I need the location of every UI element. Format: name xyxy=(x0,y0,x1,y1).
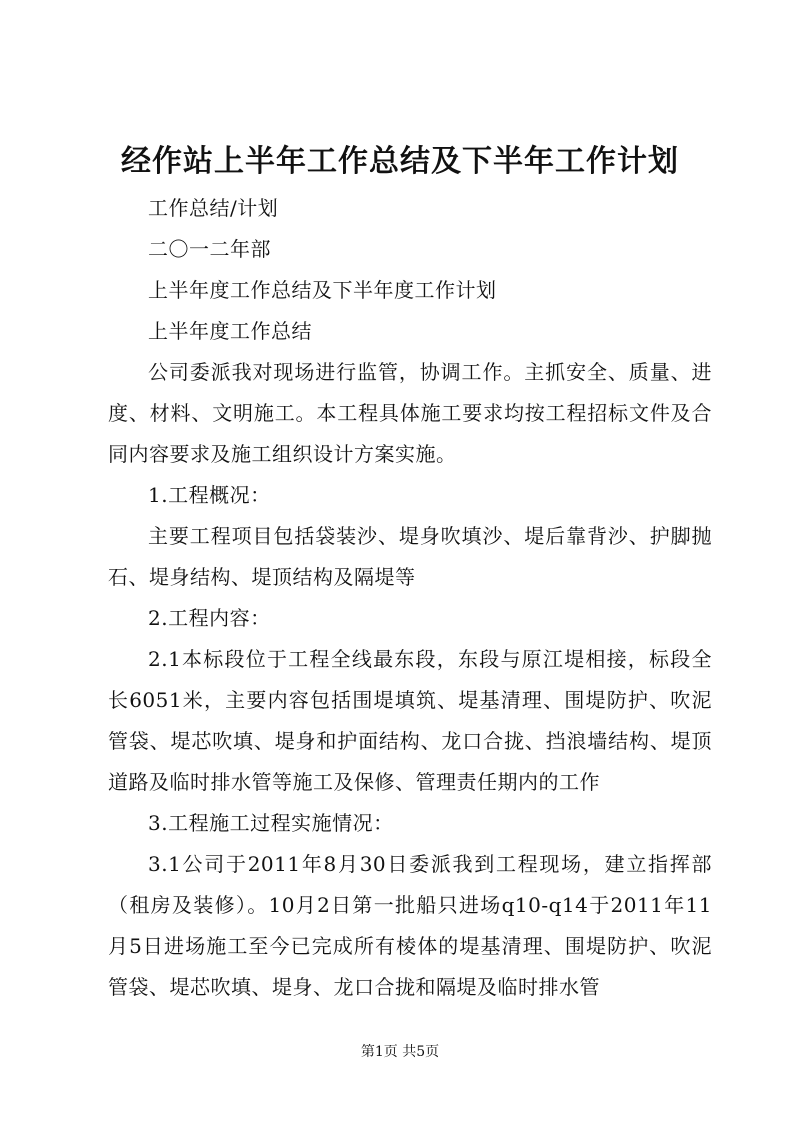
heading-project-overview: 1.工程概况： xyxy=(148,483,271,507)
paragraph-project-content: 2.1本标段位于工程全线最东段，东段与原江堤相接，标段全长6051米，主要内容包括围堤填筑、堤基清理、围堤防护、吹泥管袋、堤芯吹填、堤身和护面结构、龙口合拢、挡浪墙结构、堤顶道路及临时排水管等施工及保修、管理责任期内的工作 xyxy=(108,647,712,794)
document-body xyxy=(108,188,712,1008)
page-footer: 第1页 共5页 xyxy=(360,1044,440,1060)
paragraph-date: 二〇一二年部 xyxy=(148,237,271,261)
paragraph-subtitle: 上半年度工作总结及下半年度工作计划 xyxy=(148,278,497,302)
document-title: 经作站上半年工作总结及下半年工作计划 xyxy=(121,144,679,179)
heading-implementation: 3.工程施工过程实施情况： xyxy=(148,811,394,835)
paragraph-project-overview: 主要工程项目包括袋装沙、堤身吹填沙、堤后靠背沙、护脚抛石、堤身结构、堤顶结构及隔堤等 xyxy=(108,524,712,589)
paragraph-implementation: 3.1公司于2011年8月30日委派我到工程现场，建立指挥部（租房及装修）。10月2日第一批船只进场q10-q14于2011年11月5日进场施工至今已完成所有棱体的堤基清理、围堤防护、吹泥管袋、堤芯吹填、堤身、龙口合拢和隔堤及临时排水管 xyxy=(108,852,712,999)
paragraph-category: 工作总结/计划 xyxy=(148,196,279,220)
paragraph-section-heading: 上半年度工作总结 xyxy=(148,319,312,343)
paragraph-intro: 公司委派我对现场进行监管，协调工作。主抓安全、质量、进度、材料、文明施工。本工程具体施工要求均按工程招标文件及合同内容要求及施工组织设计方案实施。 xyxy=(108,360,712,466)
heading-project-content: 2.工程内容： xyxy=(148,606,271,630)
